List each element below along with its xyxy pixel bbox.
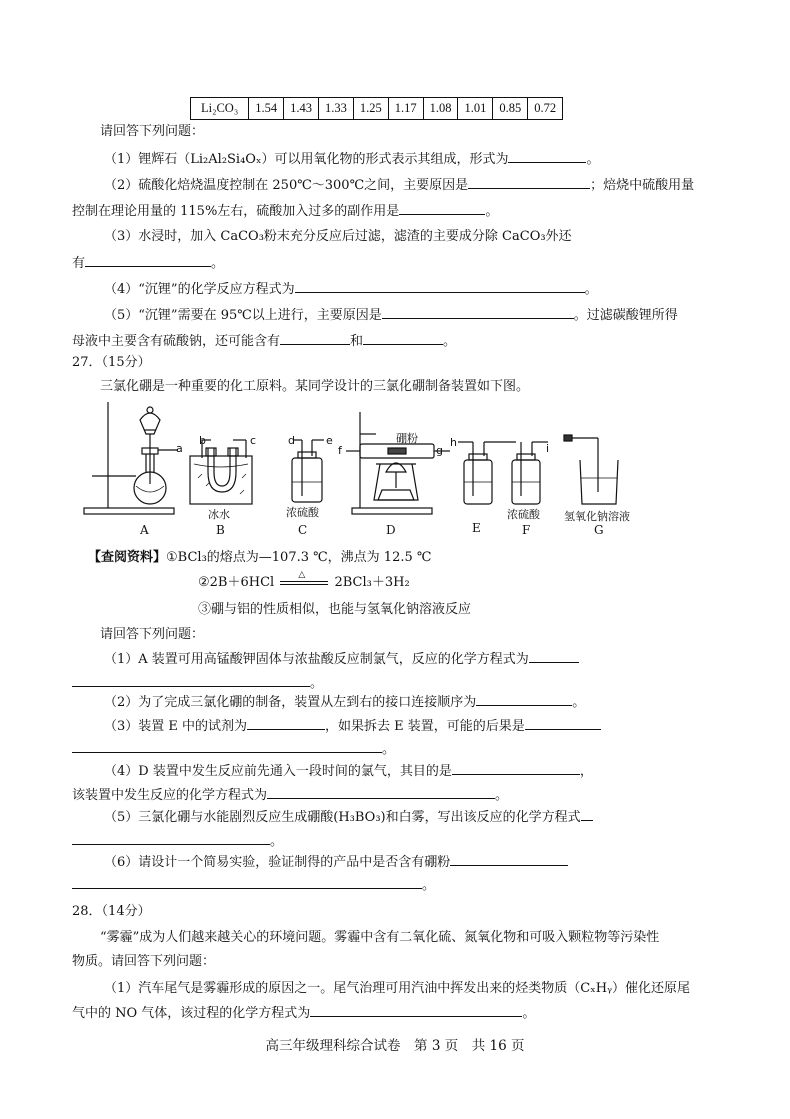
q28-part1: （1）汽车尾气是雾霾形成的原因之一。尾气治理可用汽油中挥发出来的烃类物质（CₓHᵧ）催化还原尾 xyxy=(104,981,690,996)
reaction-arrow xyxy=(278,569,330,590)
answer-blank[interactable] xyxy=(476,693,572,706)
q26-part3-cont xyxy=(72,254,224,273)
period: 。 xyxy=(443,334,457,349)
reference-line-2 xyxy=(198,569,410,592)
apparatus-b xyxy=(190,440,252,504)
heat-symbol: △ xyxy=(298,569,306,580)
q27-part4-text: （4）D 装置中发生反应前先通入一段时间的氯气，其目的是 xyxy=(104,764,452,779)
apparatus-d xyxy=(346,412,450,514)
answer-blank[interactable] xyxy=(468,176,590,189)
q27-part5 xyxy=(104,808,593,827)
q27-part6-text: （6）请设计一个简易实验，验证制得的产品中是否含有硼粉 xyxy=(104,855,451,870)
table-cell: 1.01 xyxy=(458,98,493,120)
q28-intro: “雾霾”成为人们越来越关心的环境问题。雾霾中含有二氧化硫、氮氧化物和可吸入颗粒物等污染性 xyxy=(100,930,660,945)
answer-blank[interactable] xyxy=(85,254,211,267)
q27-part5-cont xyxy=(72,832,283,851)
q26-part3-text-b: 有 xyxy=(72,256,86,271)
answer-blank[interactable] xyxy=(247,717,325,730)
reference-item-1: ①BCl₃的熔点为—107.3 ℃，沸点为 12.5 ℃ xyxy=(166,550,432,565)
q26-part1 xyxy=(104,150,600,169)
q26-part5-text-b: 。过滤碳酸锂所得 xyxy=(573,308,678,323)
conc-sulfuric-label-c: 浓硫酸 xyxy=(286,506,319,519)
answer-blank[interactable] xyxy=(508,150,586,163)
answer-blank[interactable] xyxy=(450,853,568,866)
reference-item-3: ③硼与铝的性质相似，也能与氢氧化钠溶液反应 xyxy=(198,602,472,617)
q26-part2-text: （2）硫酸化焙烧温度控制在 250℃～300℃之间，主要原因是 xyxy=(104,178,469,193)
apparatus-label-d: D xyxy=(386,523,396,537)
table-cell: 0.85 xyxy=(493,98,528,120)
q27-part3-text-b: ，如果拆去 E 装置，可能的后果是 xyxy=(325,719,525,734)
port-label-b: b xyxy=(199,434,206,447)
q26-part3: （3）水浸时，加入 CaCO₃粉末充分反应后过滤，滤渣的主要成分除 CaCO₃外还 xyxy=(104,229,572,244)
port-label-a: a xyxy=(176,442,183,455)
answer-blank[interactable] xyxy=(581,808,593,821)
q28-part1-text-b: 气中的 NO 气体，该过程的化学方程式为 xyxy=(72,1006,311,1021)
reference-item-2-right: 2BCl₃＋3H₂ xyxy=(334,575,410,590)
reference-line-1 xyxy=(88,549,431,567)
comma: ， xyxy=(579,764,593,779)
q27-part5-text: （5）三氯化硼与水能剧烈反应生成硼酸(H₃BO₃)和白雾，写出该反应的化学方程式 xyxy=(104,810,581,825)
q28-intro-cont: 物质。请回答下列问题： xyxy=(72,954,216,969)
q26-part4-text: （4）“沉锂”的化学反应方程式为 xyxy=(104,282,295,297)
apparatus-f xyxy=(512,442,548,504)
port-label-c: c xyxy=(250,434,257,447)
period: 。 xyxy=(584,282,598,297)
period: 。 xyxy=(495,788,509,803)
q26-intro: 请回答下列问题： xyxy=(100,124,205,139)
apparatus-g xyxy=(564,435,618,504)
table-row-label: Li₂CO₃ xyxy=(191,98,249,120)
answer-blank[interactable] xyxy=(452,762,580,775)
answer-blank[interactable] xyxy=(72,876,422,889)
q27-intro: 三氯化硼是一种重要的化工原料。某同学设计的三氯化硼制备装置如下图。 xyxy=(100,379,530,394)
period: 。 xyxy=(522,1006,536,1021)
q26-part2-text-c: 控制在理论用量的 115%左右，硫酸加入过多的副作用是 xyxy=(72,204,400,219)
apparatus-a xyxy=(84,402,178,514)
port-label-i: i xyxy=(546,442,550,455)
q27-part3-text: （3）装置 E 中的试剂为 xyxy=(104,719,248,734)
q28-header: 28．（14分） xyxy=(72,904,151,919)
answer-blank[interactable] xyxy=(280,332,350,345)
port-label-d: d xyxy=(288,434,295,447)
q27-part6 xyxy=(104,853,568,872)
q27-part6-cont xyxy=(72,876,435,895)
q26-part2-text-b: ；焙烧中硫酸用量 xyxy=(590,178,695,193)
answer-blank[interactable] xyxy=(382,306,574,319)
port-label-e: e xyxy=(326,434,333,447)
period: 。 xyxy=(270,834,284,849)
period: 。 xyxy=(485,204,499,219)
period: 。 xyxy=(586,152,600,167)
apparatus-diagram xyxy=(70,398,670,540)
answer-blank[interactable] xyxy=(399,202,485,215)
table-row xyxy=(191,98,563,120)
answer-blank[interactable] xyxy=(529,650,579,663)
q28-part1-cont xyxy=(72,1004,535,1023)
apparatus-c xyxy=(292,440,324,502)
reference-item-2-left: ②2B＋6HCl xyxy=(198,575,275,590)
period: 。 xyxy=(572,695,586,710)
q27-part1 xyxy=(104,650,579,669)
apparatus-label-f: F xyxy=(522,523,531,537)
q26-part5-cont xyxy=(72,332,456,351)
boron-powder-label: 硼粉 xyxy=(396,432,418,445)
answer-blank[interactable] xyxy=(72,832,270,845)
q27-part4-cont xyxy=(72,786,508,805)
q27-part1-cont xyxy=(72,674,323,693)
apparatus-label-c: C xyxy=(298,523,308,537)
q27-part1-text: （1）A 装置可用高锰酸钾固体与浓盐酸反应制氯气，反应的化学方程式为 xyxy=(104,652,529,667)
table-cell: 1.08 xyxy=(423,98,458,120)
table-cell: 1.17 xyxy=(388,98,423,120)
table-cell: 1.43 xyxy=(284,98,319,120)
answer-blank[interactable] xyxy=(72,674,310,687)
q27-part2-text: （2）为了完成三氯化硼的制备，装置从左到右的接口连接顺序为 xyxy=(104,695,477,710)
q27-header: 27．（15分） xyxy=(72,355,151,370)
conc-sulfuric-label-f: 浓硫酸 xyxy=(507,508,540,521)
q26-part5-text: （5）“沉锂”需要在 95℃以上进行，主要原因是 xyxy=(104,308,382,323)
q26-part5 xyxy=(104,306,678,325)
apparatus-label-b: B xyxy=(216,523,225,537)
apparatus-label-g: G xyxy=(594,523,604,537)
answer-blank[interactable] xyxy=(525,717,601,730)
q27-part3-cont xyxy=(72,740,395,759)
answer-blank[interactable] xyxy=(363,332,443,345)
reference-title: 【查阅资料】 xyxy=(88,550,167,565)
period: 。 xyxy=(382,742,396,757)
q26-part1-text: （1）锂辉石（Li₂Al₂Si₄Oₓ）可以用氧化物的形式表示其组成，形式为 xyxy=(104,152,509,167)
q26-part5-text-c: 母液中主要含有硫酸钠，还可能含有 xyxy=(72,334,281,349)
q27-part3 xyxy=(104,717,601,736)
period: 。 xyxy=(310,676,324,691)
port-label-f: f xyxy=(338,444,342,457)
q26-part5-and: 和 xyxy=(350,334,364,349)
answer-blank[interactable] xyxy=(295,280,585,293)
period: 。 xyxy=(211,256,225,271)
page-footer: 高三年级理科综合试卷 第 3 页 共 16 页 xyxy=(265,1038,525,1054)
q27-part2 xyxy=(104,693,585,712)
q27-part4-text-c: 该装置中发生反应的化学方程式为 xyxy=(72,788,268,803)
table-cell: 1.25 xyxy=(353,98,388,120)
answer-blank[interactable] xyxy=(310,1004,522,1017)
apparatus-label-e: E xyxy=(472,521,481,535)
q26-part4 xyxy=(104,280,598,299)
answer-blank[interactable] xyxy=(267,786,495,799)
ice-water-label: 冰水 xyxy=(208,508,230,521)
port-label-g: g xyxy=(436,444,443,457)
period: 。 xyxy=(422,878,436,893)
q27-part4 xyxy=(104,762,593,781)
apparatus-label-a: A xyxy=(140,523,149,537)
naoh-solution-label: 氢氧化钠溶液 xyxy=(564,510,630,523)
table-cell: 1.54 xyxy=(249,98,284,120)
port-label-h: h xyxy=(450,436,457,449)
table-cell: 1.33 xyxy=(318,98,353,120)
q26-part2-cont xyxy=(72,202,498,221)
table-cell: 0.72 xyxy=(528,98,563,120)
q27-intro2: 请回答下列问题： xyxy=(100,627,205,642)
q26-part2 xyxy=(104,176,694,195)
answer-blank[interactable] xyxy=(72,740,382,753)
apparatus-e xyxy=(458,442,516,504)
solubility-table xyxy=(190,97,563,120)
